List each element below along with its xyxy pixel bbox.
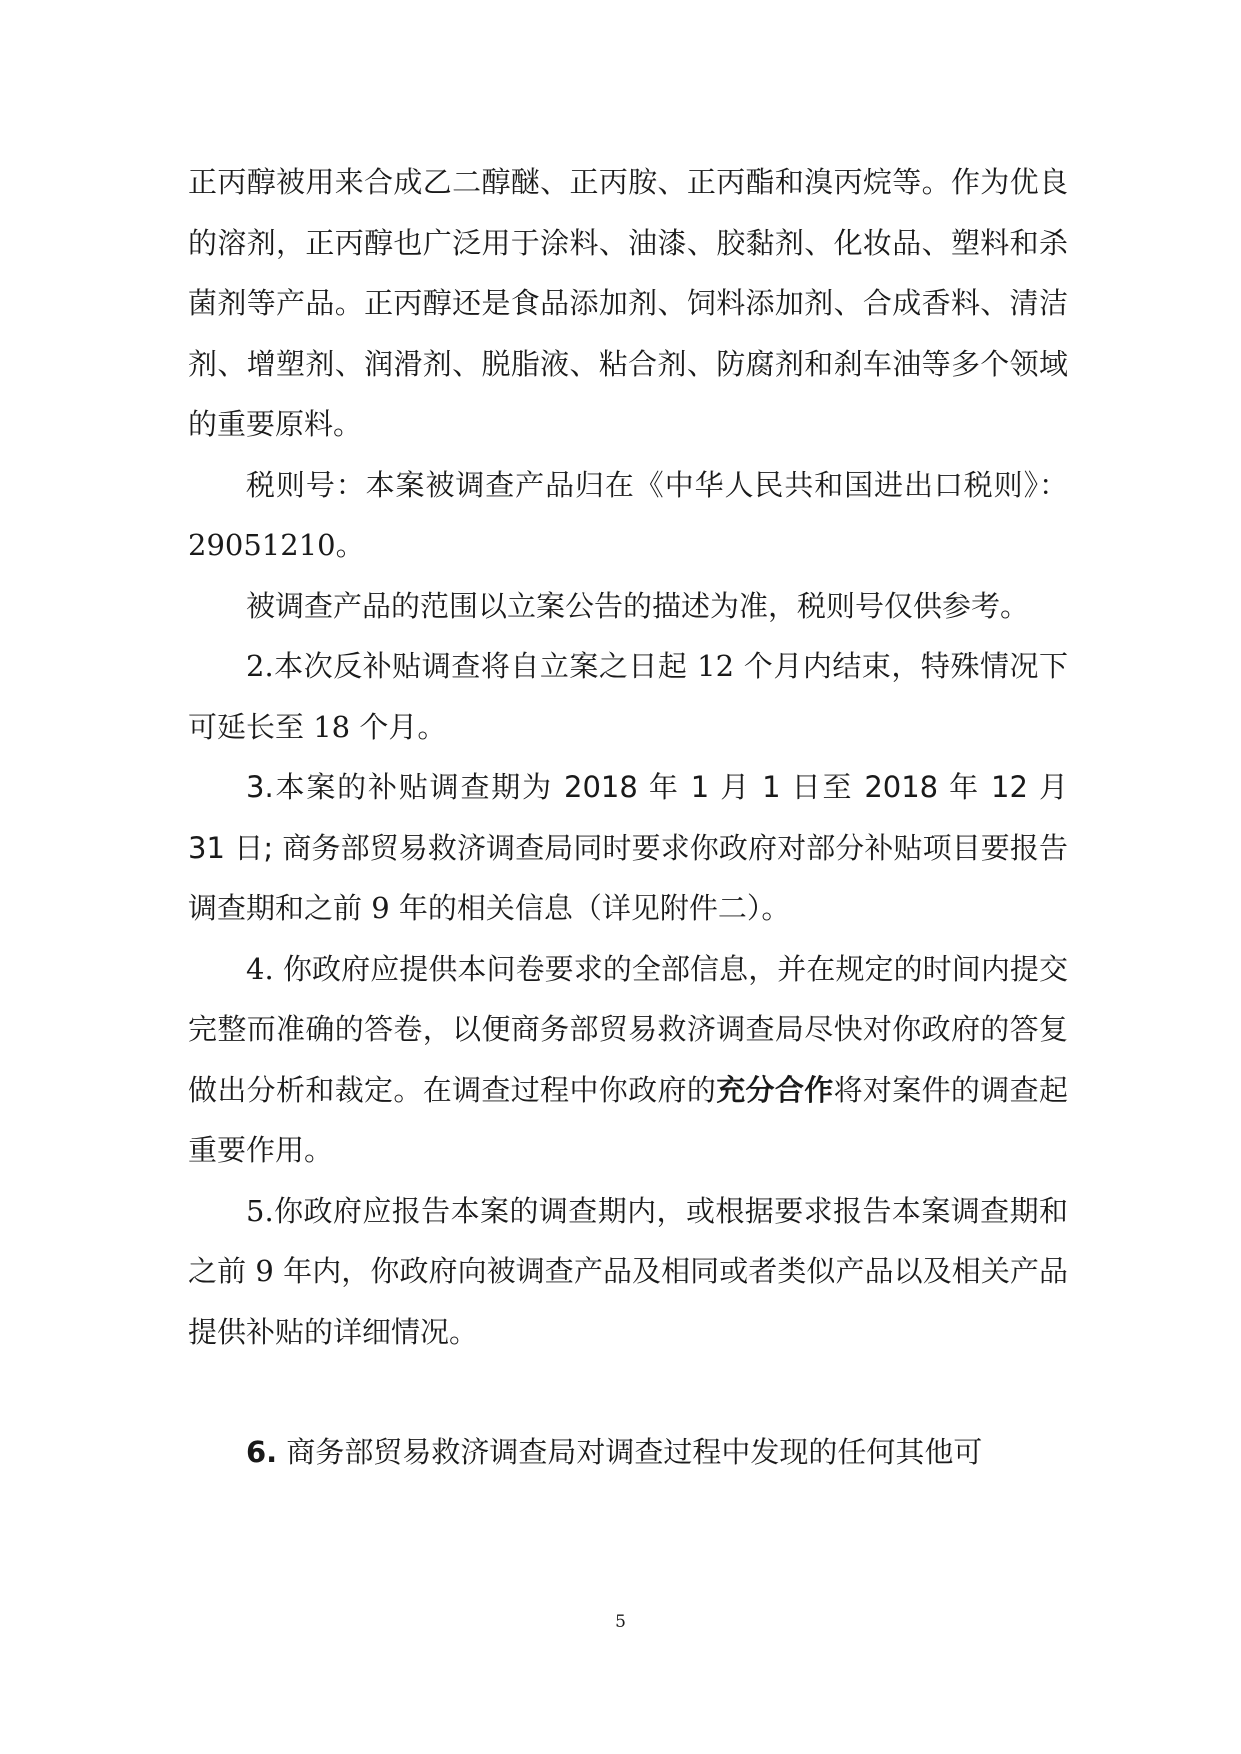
paragraph-uses: 正丙醇被用来合成乙二醇醚、正丙胺、正丙酯和溴丙烷等。作为优良的溶剂，正丙醇也广泛用于涂料、油漆、胶黏剂、化妆品、塑料和杀菌剂等产品。正丙醇还是食品添加剂、饲料添加剂、合成香料、清洁剂、增塑剂、润滑剂、脱脂液、粘合剂、防腐剂和刹车油等多个领域的重要原料。 <box>188 165 1068 441</box>
full-cooperation-emphasis: 充分合作 <box>716 1072 834 1107</box>
paragraph-item-6-text: 商务部贸易救济调查局对调查过程中发现的任何其他可 <box>277 1435 983 1469</box>
paragraph-tariff-number: 税则号：本案被调查产品归在《中华人民共和国进出口税则》：29051210。 <box>188 467 1068 562</box>
paragraph-product-scope: 被调查产品的范围以立案公告的描述为准，税则号仅供参考。 <box>246 588 1030 623</box>
page-number: 5 <box>615 1612 626 1632</box>
paragraph-item-3 <box>188 757 1068 939</box>
paragraph-item-4-before: 4. 你政府应提供本问卷要求的全部信息，并在规定的时间内提交完整而准确的答卷，以便商务部贸易救济调查局尽快对你政府的答复做出分析和裁定。在调查过程中你政府的 <box>188 951 1068 1107</box>
paragraph-item-4-after: 将对案件的调查起重要作用。 <box>188 1072 1068 1167</box>
investigation-period-text: 3.本案的补贴调查期为 2018 年 1 月 1 日至 2018 年 12 月 31 日; <box>188 770 1068 865</box>
paragraph-item-5: 5.你政府应报告本案的调查期内，或根据要求报告本案调查期和之前 9 年内，你政府向被调查产品及相同或者类似产品以及相关产品提供补贴的详细情况。 <box>188 1193 1068 1349</box>
paragraph-item-2: 2.本次反补贴调查将自立案之日起 12 个月内结束，特殊情况下可延长至 18 个月。 <box>188 649 1068 744</box>
paragraph-item-3-rest: 商务部贸易救济调查局同时要求你政府对部分补贴项目要报告调查期和之前 9 年的相关信息（详见附件二）。 <box>188 830 1068 925</box>
item-6-number: 6. <box>246 1435 278 1469</box>
paragraph-item-4 <box>188 939 1068 1181</box>
paragraph-spacer <box>188 1362 1068 1422</box>
paragraph-item-6 <box>188 1422 1068 1483</box>
document-body <box>188 152 1068 1483</box>
